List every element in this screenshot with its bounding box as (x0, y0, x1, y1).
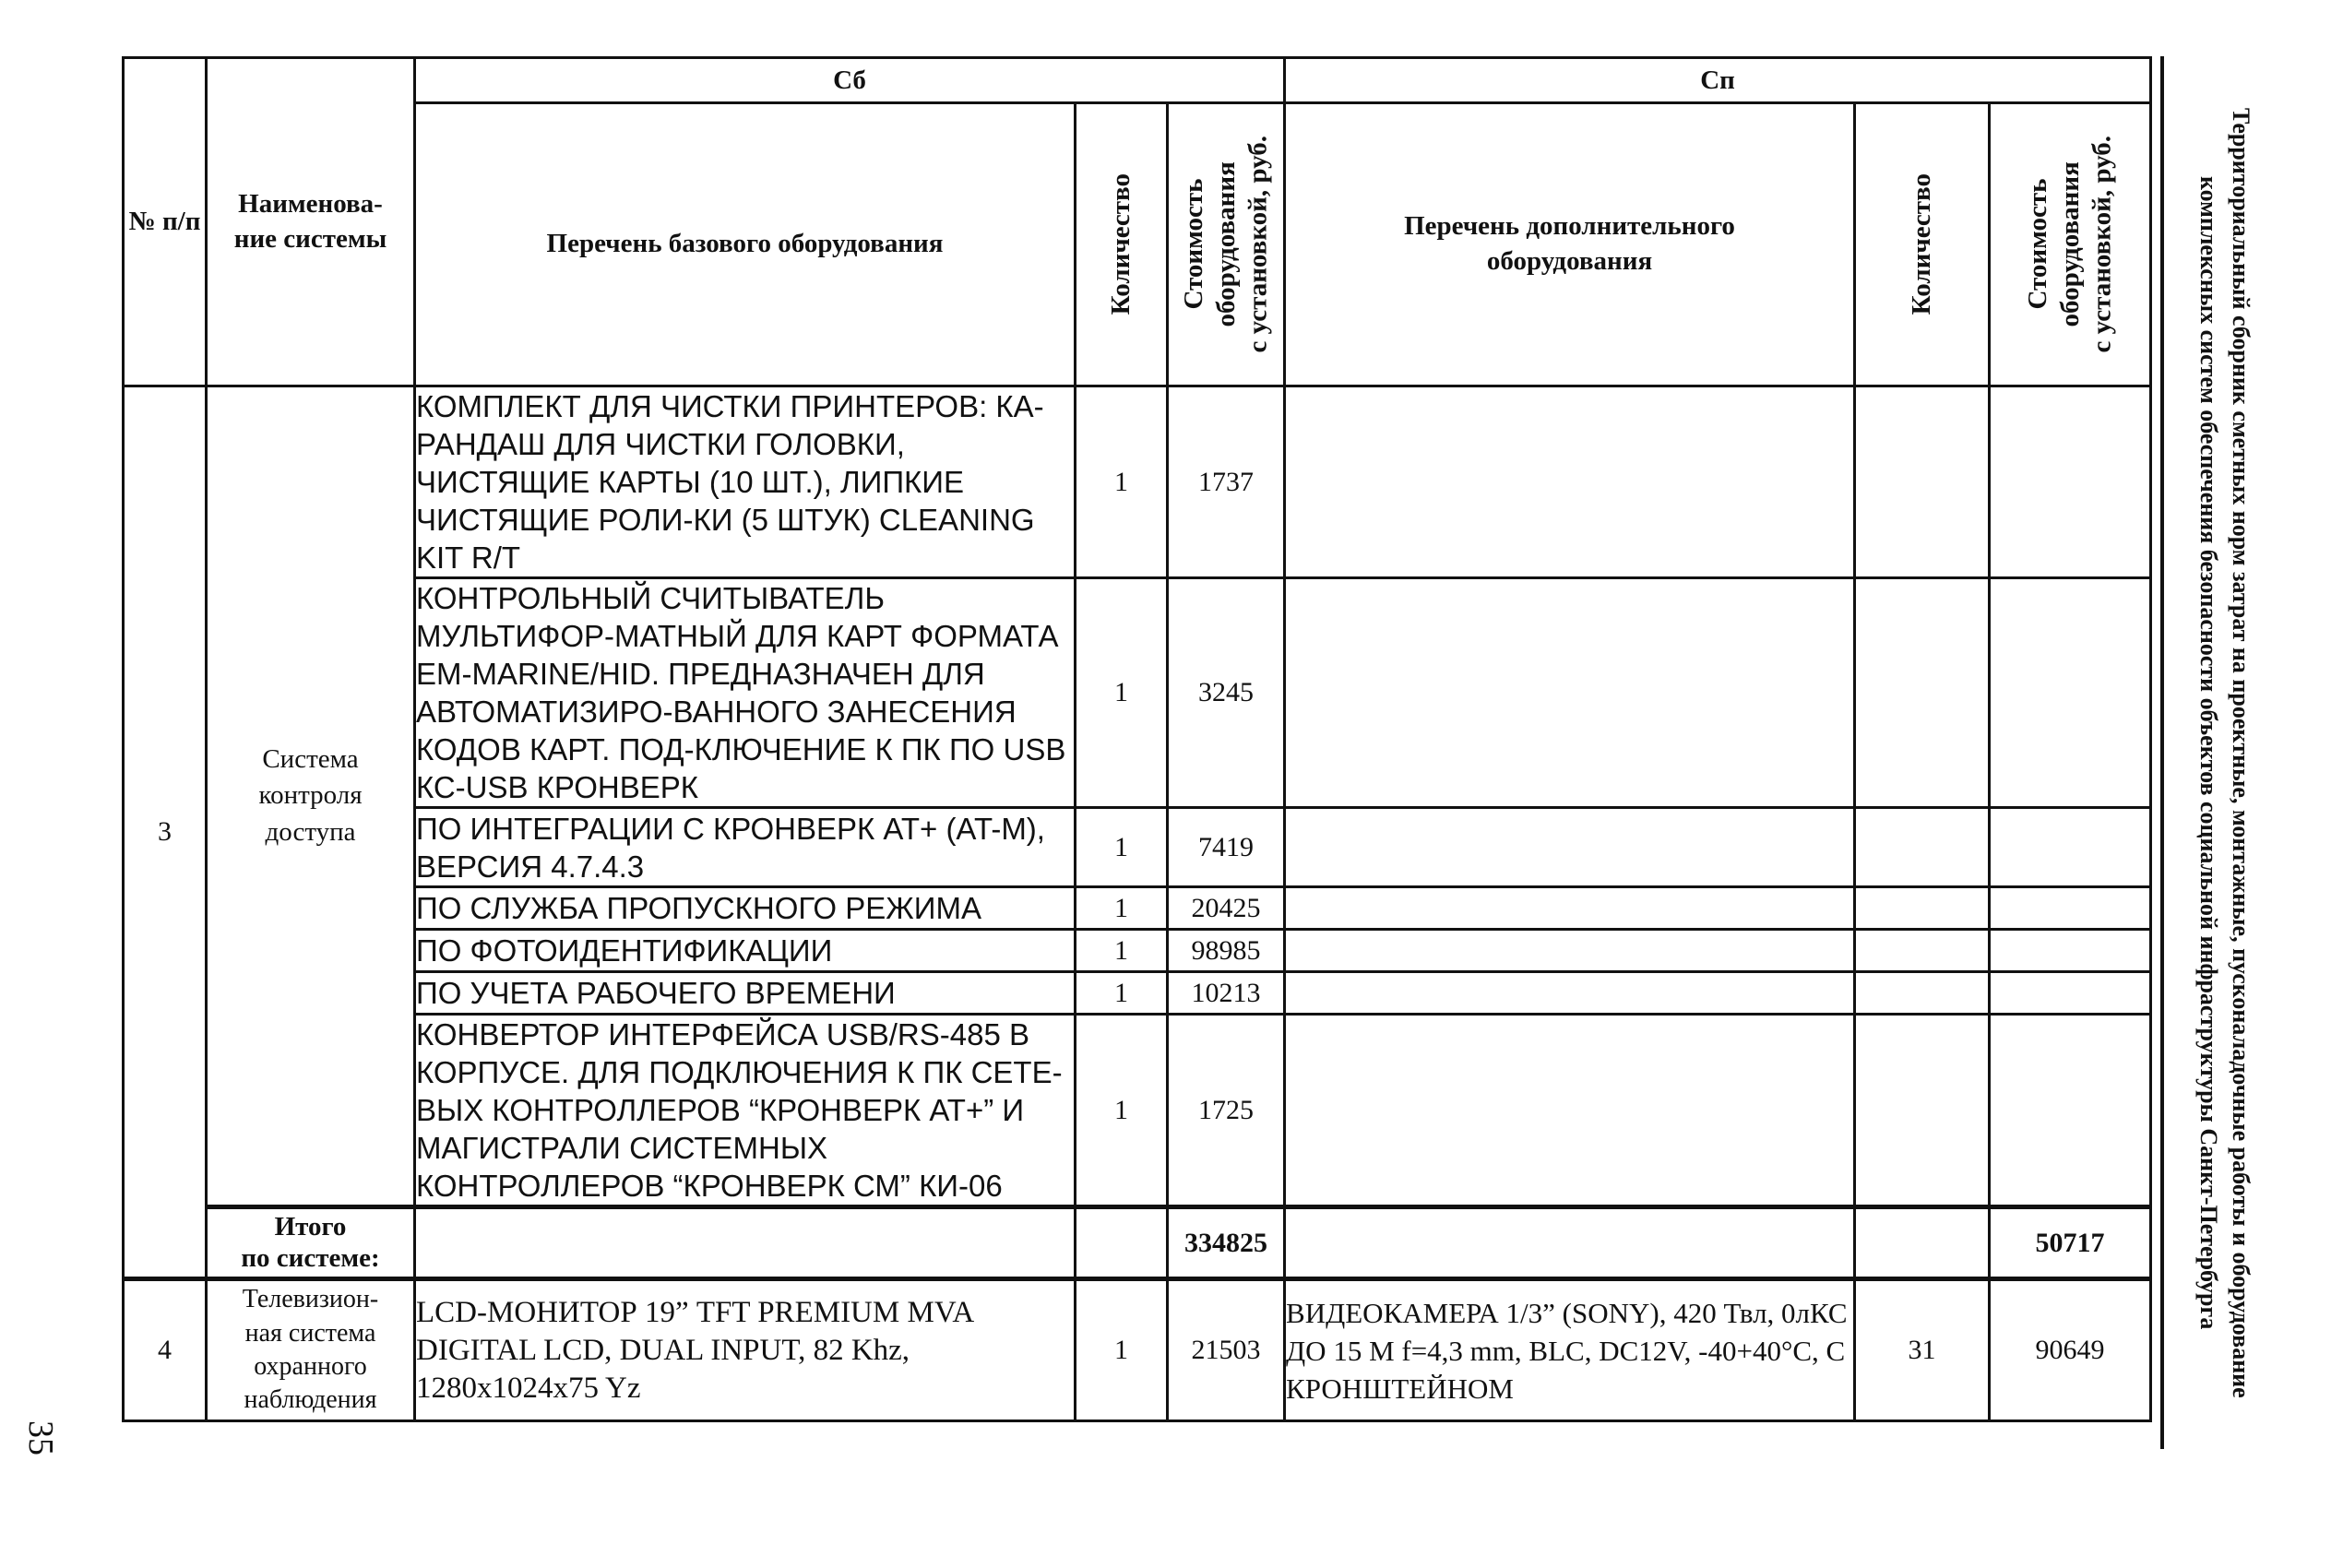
table-row (124, 930, 2151, 972)
total-label: Итого по системе: (207, 1207, 415, 1279)
row-extra-desc (1285, 578, 1855, 808)
row-desc: LCD-МОНИТОР 19” TFT PREMIUM MVA DIGITAL LCD, DUAL INPUT, 82 Khz, 1280x1024x75 Yz (415, 1279, 1076, 1421)
header-qty-label: Количество (1106, 173, 1136, 315)
header-cost2 (1990, 103, 2151, 386)
sidebar-divider (2160, 56, 2164, 1449)
row-cost: 3245 (1168, 578, 1285, 808)
row-desc: КОНВЕРТОР ИНТЕРФЕЙСА USB/RS-485 В КОРПУСЕ. ДЛЯ ПОДКЛЮЧЕНИЯ К ПК СЕТЕ-ВЫХ КОНТРОЛЛЕРОВ “КРОНВЕРК АТ+” И МАГИСТРАЛИ СИСТЕМНЫХ КОНТРОЛЛЕРОВ “КРОНВЕРК СМ” КИ-06 (415, 1015, 1076, 1207)
row-qty: 1 (1076, 578, 1168, 808)
table-row (124, 972, 2151, 1015)
page-number: 35 (21, 1420, 60, 1455)
row-extra-qty: 31 (1855, 1279, 1990, 1421)
row-qty: 1 (1076, 930, 1168, 972)
row-cost: 10213 (1168, 972, 1285, 1015)
sidebar-line-1: Территориальный сборник сметных норм затрат на проектные, монтажные, пусконаладочные работы и оборудование (2228, 107, 2255, 1398)
row-qty: 1 (1076, 887, 1168, 930)
row-cost: 21503 (1168, 1279, 1285, 1421)
row-extra-qty (1855, 930, 1990, 972)
sidebar-title-text (2193, 108, 2257, 1398)
table-row (124, 386, 2151, 578)
row-extra-desc: ВИДЕОКАМЕРА 1/3” (SONY), 420 Твл, 0лКС ДО 15 M f=4,3 mm, BLC, DC12V, -40+40°C, С КРОНШТЕЙНОМ (1285, 1279, 1855, 1421)
row-extra-qty (1855, 578, 1990, 808)
total-empty-extra-desc (1285, 1207, 1855, 1279)
header-qty2-label: Количество (1907, 173, 1937, 315)
row-extra-cost: 90649 (1990, 1279, 2151, 1421)
header-columns-row (124, 103, 2151, 386)
row-cost: 1737 (1168, 386, 1285, 578)
row-desc: КОМПЛЕКТ ДЛЯ ЧИСТКИ ПРИНТЕРОВ: КА-РАНДАШ ДЛЯ ЧИСТКИ ГОЛОВКИ, ЧИСТЯЩИЕ КАРТЫ (10 ШТ.), ЛИПКИЕ ЧИСТЯЩИЕ РОЛИ-КИ (5 ШТУК) CLEANING KIT R/T (415, 386, 1076, 578)
row-extra-cost (1990, 808, 2151, 887)
row-qty: 1 (1076, 1279, 1168, 1421)
row-cost: 20425 (1168, 887, 1285, 930)
header-qty2 (1855, 103, 1990, 386)
equipment-table (122, 56, 2152, 1422)
row-extra-desc (1285, 1015, 1855, 1207)
row-qty: 1 (1076, 1015, 1168, 1207)
row-extra-cost (1990, 972, 2151, 1015)
sidebar-line-2: комплексных систем обеспечения безопасности объектов социальной инфраструктуры Санкт-Петербурга (2195, 175, 2222, 1330)
table-row (124, 1015, 2151, 1207)
row-desc: ПО СЛУЖБА ПРОПУСКНОГО РЕЖИМА (415, 887, 1076, 930)
header-group-base: Сб (415, 58, 1285, 103)
row-cost: 7419 (1168, 808, 1285, 887)
table-row (124, 1279, 2151, 1421)
row-desc: ПО ИНТЕГРАЦИИ С КРОНВЕРК АТ+ (AT-M), ВЕРСИЯ 4.7.4.3 (415, 808, 1076, 887)
row-desc: ПО УЧЕТА РАБОЧЕГО ВРЕМЕНИ (415, 972, 1076, 1015)
row-cost: 98985 (1168, 930, 1285, 972)
row-extra-cost (1990, 1015, 2151, 1207)
row-extra-qty (1855, 1015, 1990, 1207)
row-extra-cost (1990, 578, 2151, 808)
row-desc: ПО ФОТОИДЕНТИФИКАЦИИ (415, 930, 1076, 972)
row-qty: 1 (1076, 972, 1168, 1015)
total-empty-qty (1076, 1207, 1168, 1279)
row-extra-desc (1285, 808, 1855, 887)
table-row (124, 578, 2151, 808)
row-extra-qty (1855, 972, 1990, 1015)
header-cost-label: Стоимость оборудования с установкой, руб. (1178, 136, 1273, 353)
row-cost: 1725 (1168, 1015, 1285, 1207)
section3-num: 3 (124, 386, 207, 1279)
sidebar-title (2179, 56, 2271, 1449)
row-desc: КОНТРОЛЬНЫЙ СЧИТЫВАТЕЛЬ МУЛЬТИФОР-МАТНЫЙ ДЛЯ КАРТ ФОРМАТА EM-MARINE/HID. ПРЕДНАЗНАЧЕН ДЛЯ АВТОМАТИЗИРО-ВАННОГО ЗАНЕСЕНИЯ КОДОВ КАРТ. ПОД-КЛЮЧЕНИЕ К ПК ПО USB КС-USB КРОНВЕРК (415, 578, 1076, 808)
section4-num: 4 (124, 1279, 207, 1421)
header-num: № п/п (124, 58, 207, 386)
row-extra-cost (1990, 386, 2151, 578)
row-qty: 1 (1076, 808, 1168, 887)
header-group-extra: Сп (1285, 58, 2151, 103)
header-system-name: Наименова- ние системы (207, 58, 415, 386)
row-extra-qty (1855, 887, 1990, 930)
row-extra-qty (1855, 808, 1990, 887)
header-group-row (124, 58, 2151, 103)
header-qty (1076, 103, 1168, 386)
row-extra-desc (1285, 930, 1855, 972)
row-extra-desc (1285, 887, 1855, 930)
header-cost2-label: Стоимость оборудования с установкой, руб. (2022, 136, 2117, 353)
row-extra-qty (1855, 386, 1990, 578)
total-empty-extra-qty (1855, 1207, 1990, 1279)
header-base-list: Перечень базового оборудования (415, 103, 1076, 386)
row-extra-cost (1990, 887, 2151, 930)
section3-system-name: Система контроля доступа (207, 386, 415, 1207)
total-extra-cost: 50717 (1990, 1207, 2151, 1279)
total-base-cost: 334825 (1168, 1207, 1285, 1279)
section4-system-name: Телевизион- ная система охранного наблюдения (207, 1279, 415, 1421)
table-row (124, 808, 2151, 887)
row-extra-cost (1990, 930, 2151, 972)
header-extra-list: Перечень дополнительного оборудования (1285, 103, 1855, 386)
row-qty: 1 (1076, 386, 1168, 578)
total-row (124, 1207, 2151, 1279)
row-extra-desc (1285, 972, 1855, 1015)
table-row (124, 887, 2151, 930)
row-extra-desc (1285, 386, 1855, 578)
header-cost (1168, 103, 1285, 386)
total-empty-desc (415, 1207, 1076, 1279)
